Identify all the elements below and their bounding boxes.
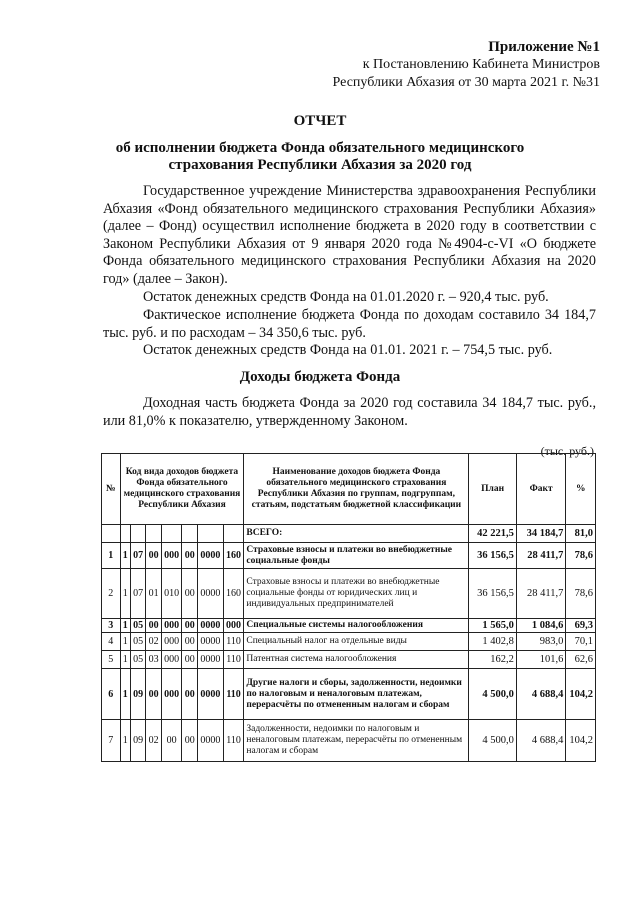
row-code-part: 09 [130,720,145,762]
table-row [102,651,596,669]
row-code-part: 05 [130,633,145,651]
header-name: Наименование доходов бюджета Фонда обязательного медицинского страхования Республики Абхазия по группам, подгруппам, статьям, подстатьям бюджетной классификации [244,454,469,525]
row-code-part: 110 [223,720,244,762]
row-code-part: 1 [120,720,130,762]
row-pct: 78,6 [566,543,596,569]
row-number: 4 [102,633,121,651]
row-code-part: 02 [146,720,161,762]
row-code-part: 000 [161,633,182,651]
appendix-title: Приложение №1 [488,39,600,55]
row-name: Специальный налог на отдельные виды [244,633,469,651]
row-code-part: 000 [223,619,244,633]
row-code-part: 00 [182,669,197,720]
row-fact: 1 084,6 [516,619,566,633]
row-code-part: 000 [161,543,182,569]
row-code-part: 00 [182,569,197,619]
row-code-part: 110 [223,651,244,669]
row-code-part: 0000 [197,543,223,569]
row-code-part: 07 [130,543,145,569]
row-fact: 4 688,4 [516,720,566,762]
row-number: 2 [102,569,121,619]
row-code-part: 0000 [197,569,223,619]
appendix-line-2: Республики Абхазия от 30 марта 2021 г. №31 [332,75,600,90]
row-pct: 78,6 [566,569,596,619]
header-plan: План [469,454,516,525]
row-fact: 28 411,7 [516,543,566,569]
row-plan: 162,2 [469,651,516,669]
income-table [101,453,596,762]
row-code-part: 1 [120,633,130,651]
table-total-row [102,525,596,543]
row-code-part: 09 [130,669,145,720]
body-paragraph-2: Остаток денежных средств Фонда на 01.01.2020 г. – 920,4 тыс. руб. [143,289,549,305]
row-pct: 69,3 [566,619,596,633]
table-row [102,669,596,720]
row-code-part: 00 [146,669,161,720]
row-code-part: 010 [161,569,182,619]
row-number: 5 [102,651,121,669]
row-code-part: 110 [223,633,244,651]
row-name: Специальные системы налогообложения [244,619,469,633]
row-code-part: 160 [223,569,244,619]
row-code-part: 00 [161,720,182,762]
row-code-part: 05 [130,619,145,633]
row-plan: 4 500,0 [469,720,516,762]
header-num: № [102,454,121,525]
header-code: Код вида доходов бюджета Фонда обязательного медицинского страхования Республики Абхазия [120,454,244,525]
report-subtitle-2: страхования Республики Абхазия за 2020 год [168,157,472,173]
row-fact: 4 688,4 [516,669,566,720]
income-heading: Доходы бюджета Фонда [239,369,401,385]
row-code-part: 02 [146,633,161,651]
row-code-part: 000 [161,619,182,633]
row-fact: 101,6 [516,651,566,669]
total-label: ВСЕГО: [244,525,469,543]
row-code-part: 05 [130,651,145,669]
row-code-part: 0000 [197,633,223,651]
table-row [102,619,596,633]
row-code-part: 00 [182,720,197,762]
total-fact: 34 184,7 [516,525,566,543]
row-name: Патентная система налогообложения [244,651,469,669]
appendix-block [333,38,600,92]
row-fact: 983,0 [516,633,566,651]
row-plan: 4 500,0 [469,669,516,720]
row-pct: 104,2 [566,669,596,720]
row-name: Страховые взносы и платежи во внебюджетные социальные фонды от юридических лиц и индивидуальных предпринимателей [244,569,469,619]
table-header-row [102,454,596,525]
header-fact: Факт [516,454,566,525]
row-code-part: 1 [120,669,130,720]
row-code-part: 1 [120,569,130,619]
table-row [102,633,596,651]
row-code-part: 000 [161,669,182,720]
row-code-part: 03 [146,651,161,669]
row-code-part: 00 [146,619,161,633]
body-paragraph-4: Остаток денежных средств Фонда на 01.01. 2021 г. – 754,5 тыс. руб. [143,342,553,358]
row-pct: 62,6 [566,651,596,669]
row-code-part: 00 [182,651,197,669]
row-name: Другие налоги и сборы, задолженности, недоимки по налоговым и неналоговым платежам, перерасчёты по отмененным налогам и сборам [244,669,469,720]
row-fact: 28 411,7 [516,569,566,619]
units-label: (тыс. руб.) [540,444,594,458]
row-code-part: 1 [120,619,130,633]
row-code-part: 01 [146,569,161,619]
row-plan: 1 402,8 [469,633,516,651]
header-pct: % [566,454,596,525]
row-code-part: 0000 [197,651,223,669]
row-code-part: 0000 [197,720,223,762]
row-code-part: 110 [223,669,244,720]
row-code-part: 1 [120,543,130,569]
row-code-part: 00 [182,633,197,651]
table-row [102,569,596,619]
table-row [102,543,596,569]
row-number: 3 [102,619,121,633]
row-number: 1 [102,543,121,569]
appendix-line-1: к Постановлению Кабинета Министров [362,57,600,72]
body-paragraph-3: Фактическое исполнение бюджета Фонда по доходам составило 34 184,7 тыс. руб. и по расходам – 34 350,6 тыс. руб. [103,307,596,341]
row-code-part: 0000 [197,619,223,633]
row-plan: 36 156,5 [469,543,516,569]
report-title: ОТЧЕТ [293,113,347,129]
row-code-part: 0000 [197,669,223,720]
report-subtitle-1: об исполнении бюджета Фонда обязательного медицинского [115,140,525,156]
total-pct: 81,0 [566,525,596,543]
row-name: Страховые взносы и платежи во внебюджетные социальные фонды [244,543,469,569]
row-pct: 104,2 [566,720,596,762]
row-code-part: 00 [146,543,161,569]
row-code-part: 1 [120,651,130,669]
body-paragraph-1: Государственное учреждение Министерства здравоохранения Республики Абхазия «Фонд обязательного медицинского страхования Республики Абхазия» (далее – Фонд) осуществил исполнение бюджета в 2020 году в соответствии с Законом Республики Абхазия от 9 января 2020 года №4904-с-VI «О бюджете Фонда обязательного медицинского страхования Республики Абхазия на 2020 год» (далее – Закон). [103,183,596,287]
row-name: Задолженности, недоимки по налоговым и неналоговым платежам, перерасчёты по отмененным налогам и сборам [244,720,469,762]
row-code-part: 00 [182,619,197,633]
table-row [102,720,596,762]
row-code-part: 000 [161,651,182,669]
row-plan: 1 565,0 [469,619,516,633]
row-code-part: 07 [130,569,145,619]
row-number: 6 [102,669,121,720]
income-paragraph: Доходная часть бюджета Фонда за 2020 год составила 34 184,7 тыс. руб., или 81,0% к показателю, утвержденному Законом. [103,395,596,429]
row-number: 7 [102,720,121,762]
total-plan: 42 221,5 [469,525,516,543]
row-pct: 70,1 [566,633,596,651]
row-code-part: 160 [223,543,244,569]
row-plan: 36 156,5 [469,569,516,619]
row-code-part: 00 [182,543,197,569]
